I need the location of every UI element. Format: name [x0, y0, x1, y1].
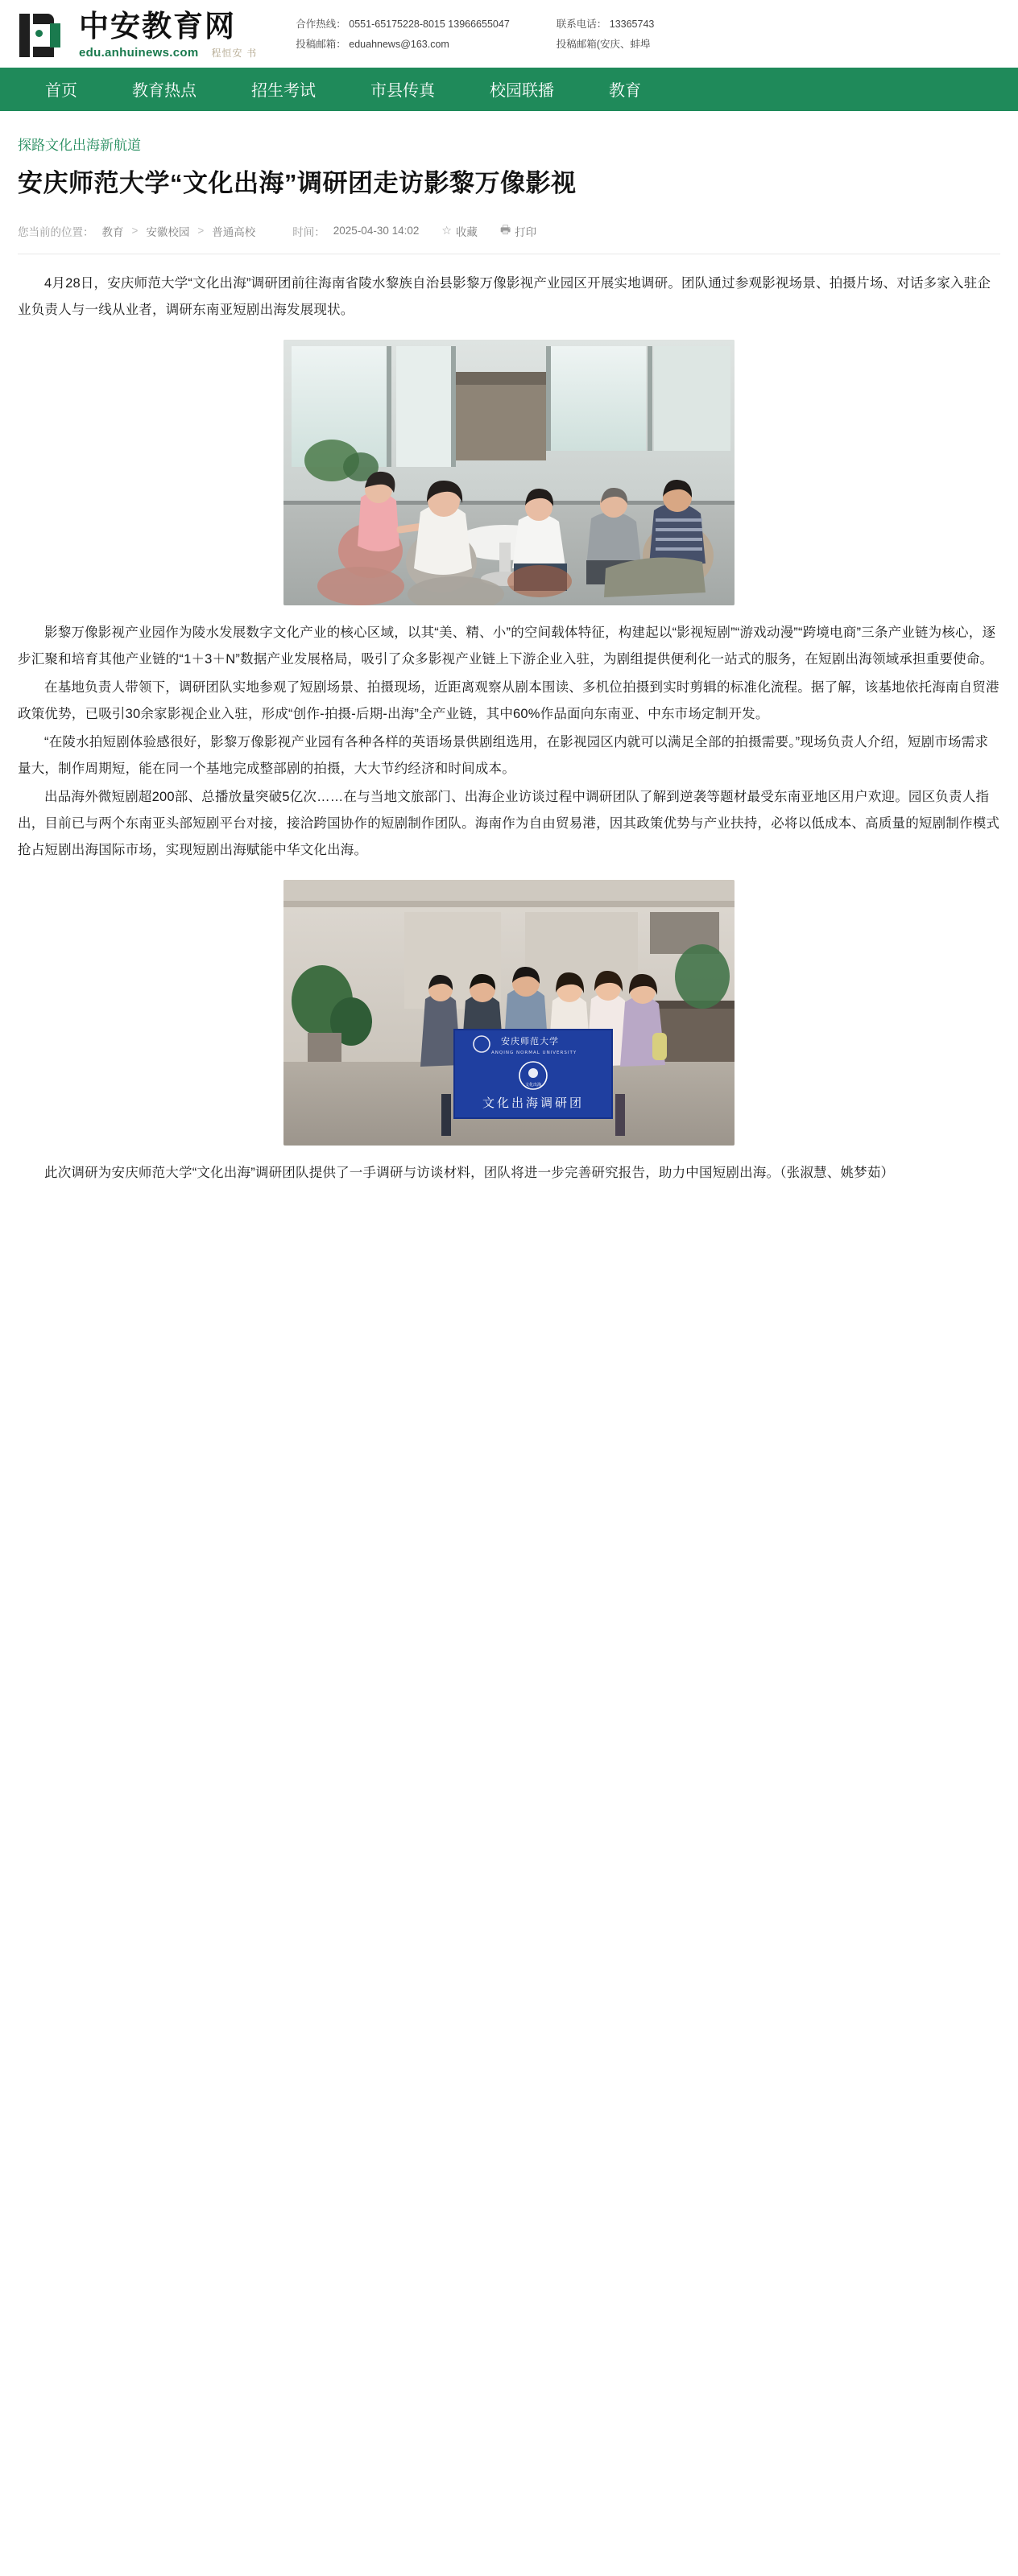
breadcrumb-item-anhui-campus[interactable]: 安徽校园 [146, 225, 190, 238]
article-image-1 [283, 340, 735, 605]
paragraph: 出品海外微短剧超200部、总播放量突破5亿次……在与当地文旅部门、出海企业访谈过程中调研团队了解到逆袭等题材最受东南亚地区用户欢迎。园区负责人指出，目前已与两个东南亚头部短剧平台对接，接洽跨国协作的短剧制作团队。海南作为自由贸易港，因其政策优势与产业扶持，必将以低成本、高质量的短剧制作模式抢占短剧出海国际市场，实现短剧出海赋能中华文化出海。 [18, 789, 1000, 857]
contact-email: 投稿邮箱： eduahnews@163.com [296, 39, 449, 50]
breadcrumb-separator: > [197, 225, 205, 237]
site-logo[interactable] [18, 11, 257, 60]
nav-item-city-news[interactable]: 市县传真 [370, 82, 435, 101]
position-label: 您当前的位置： [18, 225, 94, 238]
nav-item-admissions[interactable]: 招生考试 [251, 82, 316, 101]
figure-1-illustration [283, 340, 735, 605]
star-icon: ☆ [441, 224, 452, 237]
logo-title: 中安教育网 [79, 9, 236, 43]
article-body [18, 270, 1000, 1187]
contact-hotline: 合作热线： 0551-65175228-8015 13966655047 [296, 19, 510, 30]
figure-2-illustration [283, 880, 735, 1146]
svg-text:文化出海: 文化出海 [524, 1082, 542, 1088]
article-container [0, 111, 1018, 1220]
print-button[interactable] [500, 221, 536, 241]
contact-email-regional: 投稿邮箱(安庆、蚌埠 [556, 39, 651, 50]
favorite-button[interactable] [441, 223, 478, 239]
article-kicker: 探路文化出海新航道 [18, 137, 141, 153]
breadcrumb-item-education[interactable]: 教育 [101, 225, 124, 238]
site-header [0, 0, 1018, 68]
nav-item-home[interactable]: 首页 [45, 82, 77, 101]
svg-text:ANQING NORMAL UNIVERSITY: ANQING NORMAL UNIVERSITY [491, 1050, 577, 1055]
paragraph: 4月28日，安庆师范大学“文化出海”调研团前往海南省陵水黎族自治县影黎万像影视产业园区开展实地调研。团队通过参观影视场景、拍摄片场、对话多家入驻企业负责人与一线从业者，调研东南亚短剧出海发展现状。 [18, 275, 991, 317]
breadcrumb-item-universities[interactable]: 普通高校 [212, 225, 256, 238]
nav-item-education[interactable]: 教育 [609, 82, 641, 101]
main-navigation[interactable] [0, 68, 1018, 111]
time-label: 时间： [292, 225, 325, 238]
logo-seal-text: 程恒安 书 [211, 47, 258, 59]
paragraph: “在陵水拍短剧体验感很好，影黎万像影视产业园有各种各样的英语场景供剧组选用，在影视园区内就可以满足全部的拍摄需要。”现场负责人介绍，短剧市场需求量大，制作周期短，能在同一个基地完成整部剧的拍摄，大大节约经济和时间成本。 [18, 734, 989, 776]
print-label: 打印 [515, 225, 537, 238]
nav-item-campus[interactable]: 校园联播 [490, 82, 554, 101]
contact-phone: 联系电话： 13365743 [556, 19, 655, 30]
article-image-2 [283, 880, 735, 1146]
svg-text:安庆师范大学: 安庆师范大学 [501, 1035, 559, 1046]
printer-icon: 🖶 [499, 222, 511, 236]
logo-mark-icon [18, 12, 68, 59]
paragraph: 在基地负责人带领下，调研团队实地参观了短剧场景、拍摄现场，近距离观察从剧本围读、多机位拍摄到实时剪辑的标准化流程。据了解，该基地依托海南自贸港政策优势，已吸引30余家影视企业入驻，形成“创作-拍摄-后期-出海”全产业链，其中60%作品面向东南亚、中东市场定制开发。 [18, 679, 999, 721]
favorite-label: 收藏 [455, 225, 478, 238]
group-banner [454, 1030, 612, 1118]
paragraph-closing: 此次调研为安庆师范大学“文化出海”调研团队提供了一手调研与访谈材料，团队将进一步完善研究报告，助力中国短剧出海。（张淑慧、姚梦茹） [44, 1165, 895, 1180]
paragraph: 影黎万像影视产业园作为陵水发展数字文化产业的核心区域，以其“美、精、小”的空间载体特征，构建起以“影视短剧”“游戏动漫”“跨境电商”三条产业链为核心，逐步汇聚和培育其他产业链的“1＋3＋N”数据产业发展格局，吸引了众多影视产业链上下游企业入驻，为剧组提供便利化一站式的服务，在短剧出海领域承担重要使命。 [18, 625, 996, 667]
article-meta-bar [18, 221, 1000, 254]
publish-time: 2025-04-30 14:02 [333, 225, 420, 237]
svg-text:文化出海调研团: 文化出海调研团 [482, 1095, 585, 1110]
logo-domain: edu.anhuinews.com [79, 45, 199, 60]
nav-item-education-hot[interactable]: 教育热点 [132, 82, 197, 101]
contact-column-2 [557, 14, 655, 55]
contact-column-1 [296, 14, 509, 55]
logo-text [79, 11, 257, 60]
breadcrumb-separator: > [131, 225, 139, 237]
page-title: 安庆师范大学“文化出海”调研团走访影黎万像影视 [18, 168, 577, 197]
header-contacts [257, 11, 654, 55]
